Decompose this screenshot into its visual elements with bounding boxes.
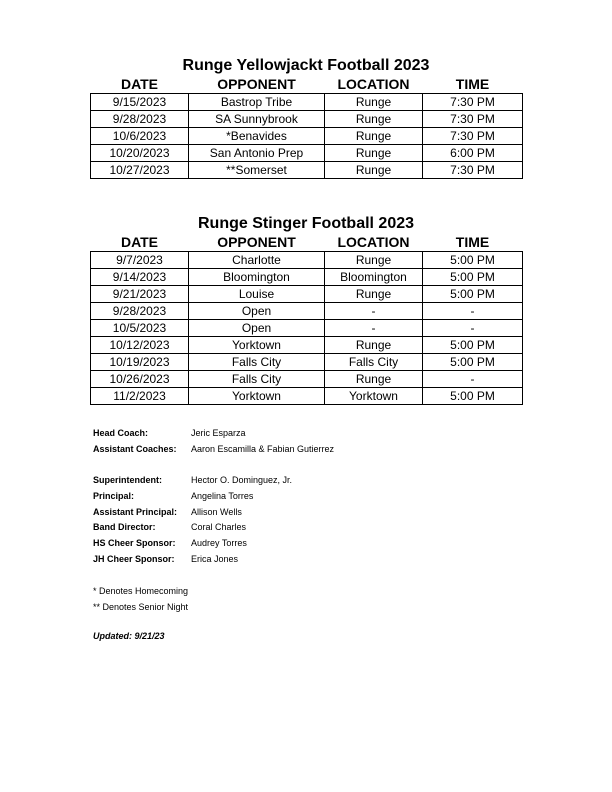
date-cell: 10/6/2023	[91, 128, 189, 145]
updated-date: Updated: 9/21/23	[93, 631, 165, 641]
staff-row	[93, 536, 292, 552]
location-cell: Runge	[325, 128, 423, 145]
yellowjacket-schedule	[90, 56, 522, 179]
opponent-cell: Open	[189, 303, 325, 320]
table-row	[91, 269, 523, 286]
opponent-cell: San Antonio Prep	[189, 145, 325, 162]
time-cell: 5:00 PM	[423, 286, 523, 303]
table-row	[91, 388, 523, 405]
col-header-opponent: OPPONENT	[217, 76, 296, 92]
location-cell: Runge	[325, 286, 423, 303]
staff-name: Audrey Torres	[191, 538, 247, 549]
location-cell: Bloomington	[325, 269, 423, 286]
table-row	[91, 371, 523, 388]
staff-label: Superintendent:	[93, 475, 162, 485]
staff-label: HS Cheer Sponsor:	[93, 538, 176, 549]
opponent-cell: Open	[189, 320, 325, 337]
date-cell: 9/28/2023	[91, 303, 189, 320]
schedule-title: Runge Stinger Football 2023	[197, 215, 415, 232]
time-cell: 7:30 PM	[423, 128, 523, 145]
header-row	[91, 75, 523, 94]
table-row	[91, 320, 523, 337]
col-header-location: LOCATION	[337, 234, 410, 250]
opponent-cell: Yorktown	[189, 337, 325, 354]
date-cell: 10/5/2023	[91, 320, 189, 337]
staff-label: Band Director:	[93, 522, 156, 533]
date-cell: 9/28/2023	[91, 111, 189, 128]
location-cell: Runge	[325, 162, 423, 179]
opponent-cell: Bastrop Tribe	[189, 94, 325, 111]
staff-label: Assistant Principal:	[93, 506, 178, 517]
location-cell: Runge	[325, 252, 423, 269]
date-cell: 9/14/2023	[91, 269, 189, 286]
date-cell: 9/7/2023	[91, 252, 189, 269]
time-cell: 7:30 PM	[423, 162, 523, 179]
time-cell: -	[423, 371, 523, 388]
schedule-title: Runge Yellowjackt Football 2023	[182, 57, 430, 74]
time-cell: 5:00 PM	[423, 337, 523, 354]
location-cell: Runge	[325, 337, 423, 354]
location-cell: -	[325, 303, 423, 320]
staff-label: JH Cheer Sponsor:	[93, 553, 175, 564]
table-row	[91, 111, 523, 128]
staff-name: Allison Wells	[191, 506, 242, 517]
schedule-table	[90, 75, 523, 179]
col-header-date: DATE	[120, 76, 159, 92]
table-row	[91, 162, 523, 179]
time-cell: 7:30 PM	[423, 111, 523, 128]
time-cell: 5:00 PM	[423, 252, 523, 269]
location-cell: Runge	[325, 371, 423, 388]
table-row	[91, 354, 523, 371]
opponent-cell: Falls City	[189, 371, 325, 388]
table-row	[91, 286, 523, 303]
date-cell: 10/20/2023	[91, 145, 189, 162]
coach-name: Jeric Esparza	[191, 428, 246, 438]
opponent-cell: Yorktown	[189, 388, 325, 405]
coach-label: Head Coach:	[93, 428, 149, 438]
time-cell: -	[423, 320, 523, 337]
staff-name: Coral Charles	[191, 522, 247, 533]
header-row	[91, 233, 523, 252]
staff-list	[93, 473, 292, 568]
date-cell: 10/12/2023	[91, 337, 189, 354]
coach-row	[93, 442, 334, 458]
opponent-cell: Charlotte	[189, 252, 325, 269]
table-row	[91, 94, 523, 111]
homecoming-note: * Denotes Homecoming	[93, 586, 189, 596]
coach-name: Aaron Escamilla & Fabian Gutierrez	[191, 443, 335, 454]
table-row	[91, 303, 523, 320]
col-header-time: TIME	[455, 76, 490, 92]
location-cell: Falls City	[325, 354, 423, 371]
date-cell: 9/15/2023	[91, 94, 189, 111]
location-cell: -	[325, 320, 423, 337]
location-cell: Runge	[325, 145, 423, 162]
staff-label: Principal:	[93, 490, 135, 501]
opponent-cell: SA Sunnybrook	[189, 111, 325, 128]
table-row	[91, 337, 523, 354]
opponent-cell: Bloomington	[189, 269, 325, 286]
opponent-cell: *Benavides	[189, 128, 325, 145]
location-cell: Yorktown	[325, 388, 423, 405]
opponent-cell: **Somerset	[189, 162, 325, 179]
staff-row	[93, 520, 292, 536]
staff-name: Angelina Torres	[191, 490, 254, 501]
footnotes	[93, 583, 188, 615]
staff-name: Hector O. Dominguez, Jr.	[191, 475, 293, 485]
col-header-time: TIME	[455, 234, 490, 250]
location-cell: Runge	[325, 94, 423, 111]
location-cell: Runge	[325, 111, 423, 128]
date-cell: 10/19/2023	[91, 354, 189, 371]
date-cell: 11/2/2023	[91, 388, 189, 405]
staff-row	[93, 473, 292, 489]
coach-label: Assistant Coaches:	[93, 443, 177, 454]
table-row	[91, 128, 523, 145]
coach-row	[93, 426, 334, 442]
col-header-opponent: OPPONENT	[217, 234, 296, 250]
opponent-cell: Falls City	[189, 354, 325, 371]
staff-row	[93, 489, 292, 505]
schedule-table	[90, 233, 523, 405]
time-cell: 5:00 PM	[423, 269, 523, 286]
time-cell: -	[423, 303, 523, 320]
coaches-list	[93, 426, 334, 458]
date-cell: 10/27/2023	[91, 162, 189, 179]
time-cell: 6:00 PM	[423, 145, 523, 162]
col-header-date: DATE	[120, 234, 159, 250]
time-cell: 7:30 PM	[423, 94, 523, 111]
table-row	[91, 145, 523, 162]
staff-name: Erica Jones	[191, 553, 239, 564]
senior-night-note: ** Denotes Senior Night	[93, 602, 189, 612]
staff-row	[93, 505, 292, 521]
col-header-location: LOCATION	[337, 76, 410, 92]
date-cell: 10/26/2023	[91, 371, 189, 388]
date-cell: 9/21/2023	[91, 286, 189, 303]
staff-row	[93, 552, 292, 568]
stinger-schedule	[90, 214, 522, 405]
time-cell: 5:00 PM	[423, 388, 523, 405]
time-cell: 5:00 PM	[423, 354, 523, 371]
opponent-cell: Louise	[189, 286, 325, 303]
table-row	[91, 252, 523, 269]
